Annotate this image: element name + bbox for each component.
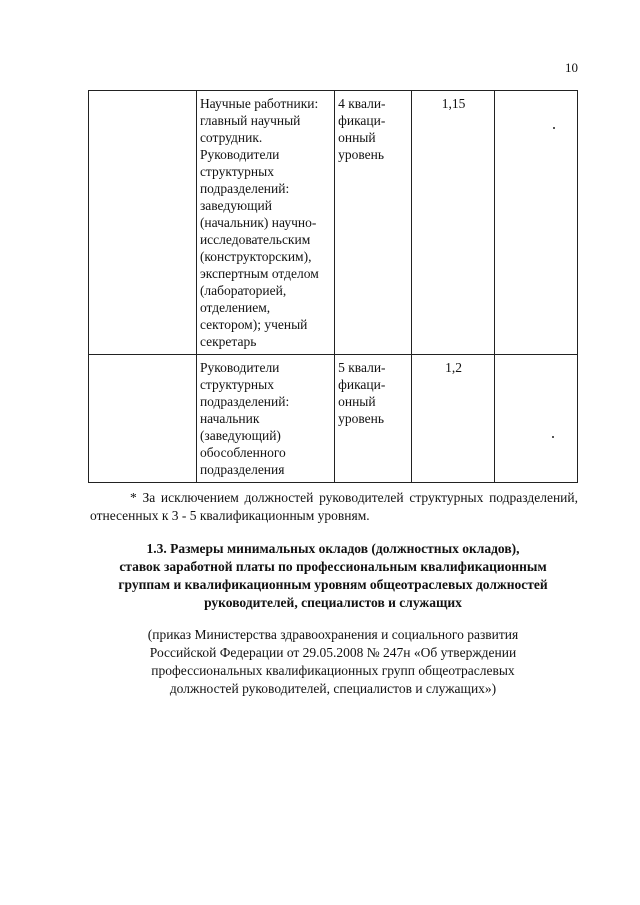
position-text: Научные работники: главный научный сотрудник. Руководители структурных подразделений: заведующий (начальник) научно- исследовательским (конструкторским), экспертным отделом (лабораторией, отделением, сектором); ученый секретарь <box>199 96 319 349</box>
coefficient-value: 1,15 <box>441 96 466 111</box>
table-cell-position <box>196 91 334 355</box>
table-cell-level <box>335 355 412 483</box>
scan-speck <box>552 436 554 438</box>
table-cell-coefficient <box>412 91 495 355</box>
qualification-level-text: 5 квали- фикаци- онный уровень <box>338 360 386 426</box>
section-heading: 1.3. Размеры минимальных окладов (должностных окладов), ставок заработной платы по профессиональным квалификационным группам и квалификационным уровням общеотраслевых должностей руководителей, специалистов и служащих <box>118 541 548 610</box>
position-text: Руководители структурных подразделений: начальник (заведующий) обособленного подразделения <box>199 360 290 477</box>
table-cell-empty <box>89 91 197 355</box>
footnote: * За исключением должностей руководителей структурных подразделений, отнесенных к 3 - 5 квалификационным уровням. <box>90 490 578 523</box>
table-row <box>89 355 578 483</box>
qualification-table <box>88 90 578 483</box>
table-cell-empty <box>495 91 578 355</box>
table-cell-coefficient <box>412 355 495 483</box>
page-number: 10 <box>565 60 578 75</box>
table-cell-empty <box>89 355 197 483</box>
coefficient-value: 1,2 <box>445 360 463 375</box>
order-reference: (приказ Министерства здравоохранения и социального развития Российской Федерации от 29.05.2008 № 247н «Об утверждении профессиональных квалификационных групп общеотраслевых должностей руководителей, специалистов и служащих») <box>147 627 519 696</box>
scan-speck <box>553 127 555 129</box>
table-cell-level <box>335 91 412 355</box>
table-cell-position <box>196 355 334 483</box>
table-row <box>89 91 578 355</box>
table-cell-empty <box>495 355 578 483</box>
qualification-level-text: 4 квали- фикаци- онный уровень <box>338 96 386 162</box>
